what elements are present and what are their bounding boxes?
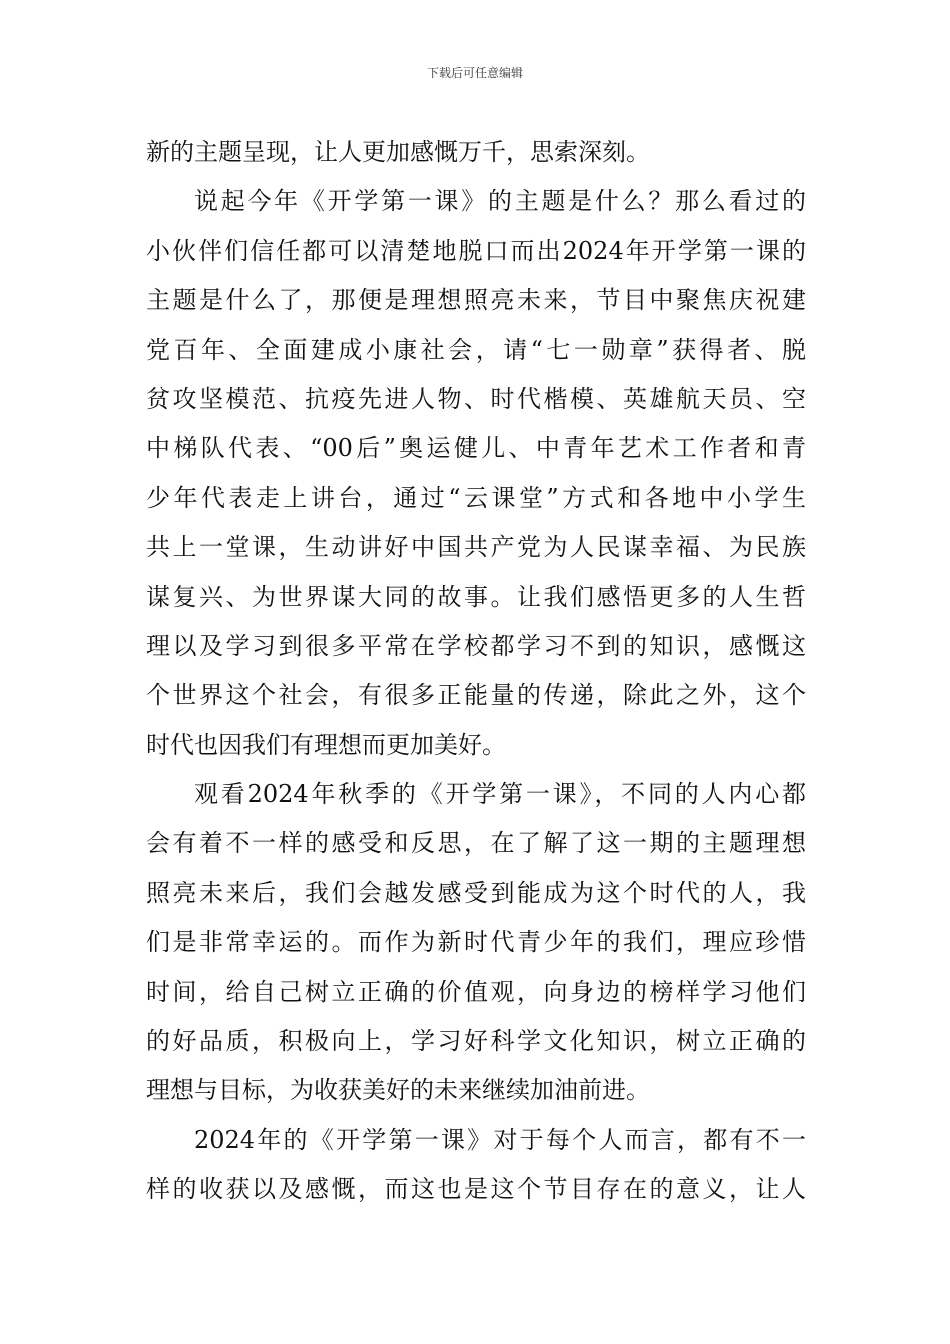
text-line: 共上一堂课，生动讲好中国共产党为人民谋幸福、为民族 [146,533,806,562]
text-line: 主题是什么了，那便是理想照亮未来，节目中聚焦庆祝建 [146,286,806,315]
text-line: 新的主题呈现，让人更加感慨万千，思索深刻。 [146,138,650,166]
text-line: 党百年、全面建成小康社会，请“七一勋章”获得者、脱 [146,335,806,364]
text-line: 们是非常幸运的。而作为新时代青少年的我们，理应珍惜 [146,928,806,957]
text-line: 贫攻坚模范、抗疫先进人物、时代楷模、英雄航天员、空 [146,384,806,413]
header-note: 下载后可任意编辑 [426,66,523,80]
text-line: 个世界这个社会，有很多正能量的传递，除此之外，这个 [146,681,806,710]
text-line: 照亮未来后，我们会越发感受到能成为这个时代的人，我 [146,878,806,907]
paragraph-start-line: 2024年的《开学第一课》对于每个人而言，都有不一 [194,1125,806,1154]
text-line: 时代也因我们有理想而更加美好。 [146,730,506,759]
text-line: 小伙伴们信任都可以清楚地脱口而出2024年开学第一课的 [146,236,806,265]
text-line: 会有着不一样的感受和反思，在了解了这一期的主题理想 [146,829,806,858]
text-line: 少年代表走上讲台，通过“云课堂”方式和各地中小学生 [146,483,806,512]
text-line: 的好品质，积极向上，学习好科学文化知识，树立正确的 [146,1027,806,1056]
document-body [146,128,806,1215]
text-line: 中梯队代表、“00后”奥运健儿、中青年艺术工作者和青 [146,434,806,463]
text-line: 理以及学习到很多平常在学校都学习不到的知识，感慨这 [146,631,806,660]
text-line: 谋复兴、为世界谋大同的故事。让我们感悟更多的人生哲 [146,582,806,611]
text-line: 理想与目标，为收获美好的未来继续加油前进。 [146,1076,650,1105]
paragraph-start-line: 观看2024年秋季的《开学第一课》，不同的人内心都 [194,780,806,809]
paragraph-start-line: 说起今年《开学第一课》的主题是什么？那么看过的 [194,187,806,216]
text-line: 时间，给自己树立正确的价值观，向身边的榜样学习他们 [146,977,806,1006]
text-line: 样的收获以及感慨，而这也是这个节目存在的意义，让人 [146,1175,806,1204]
